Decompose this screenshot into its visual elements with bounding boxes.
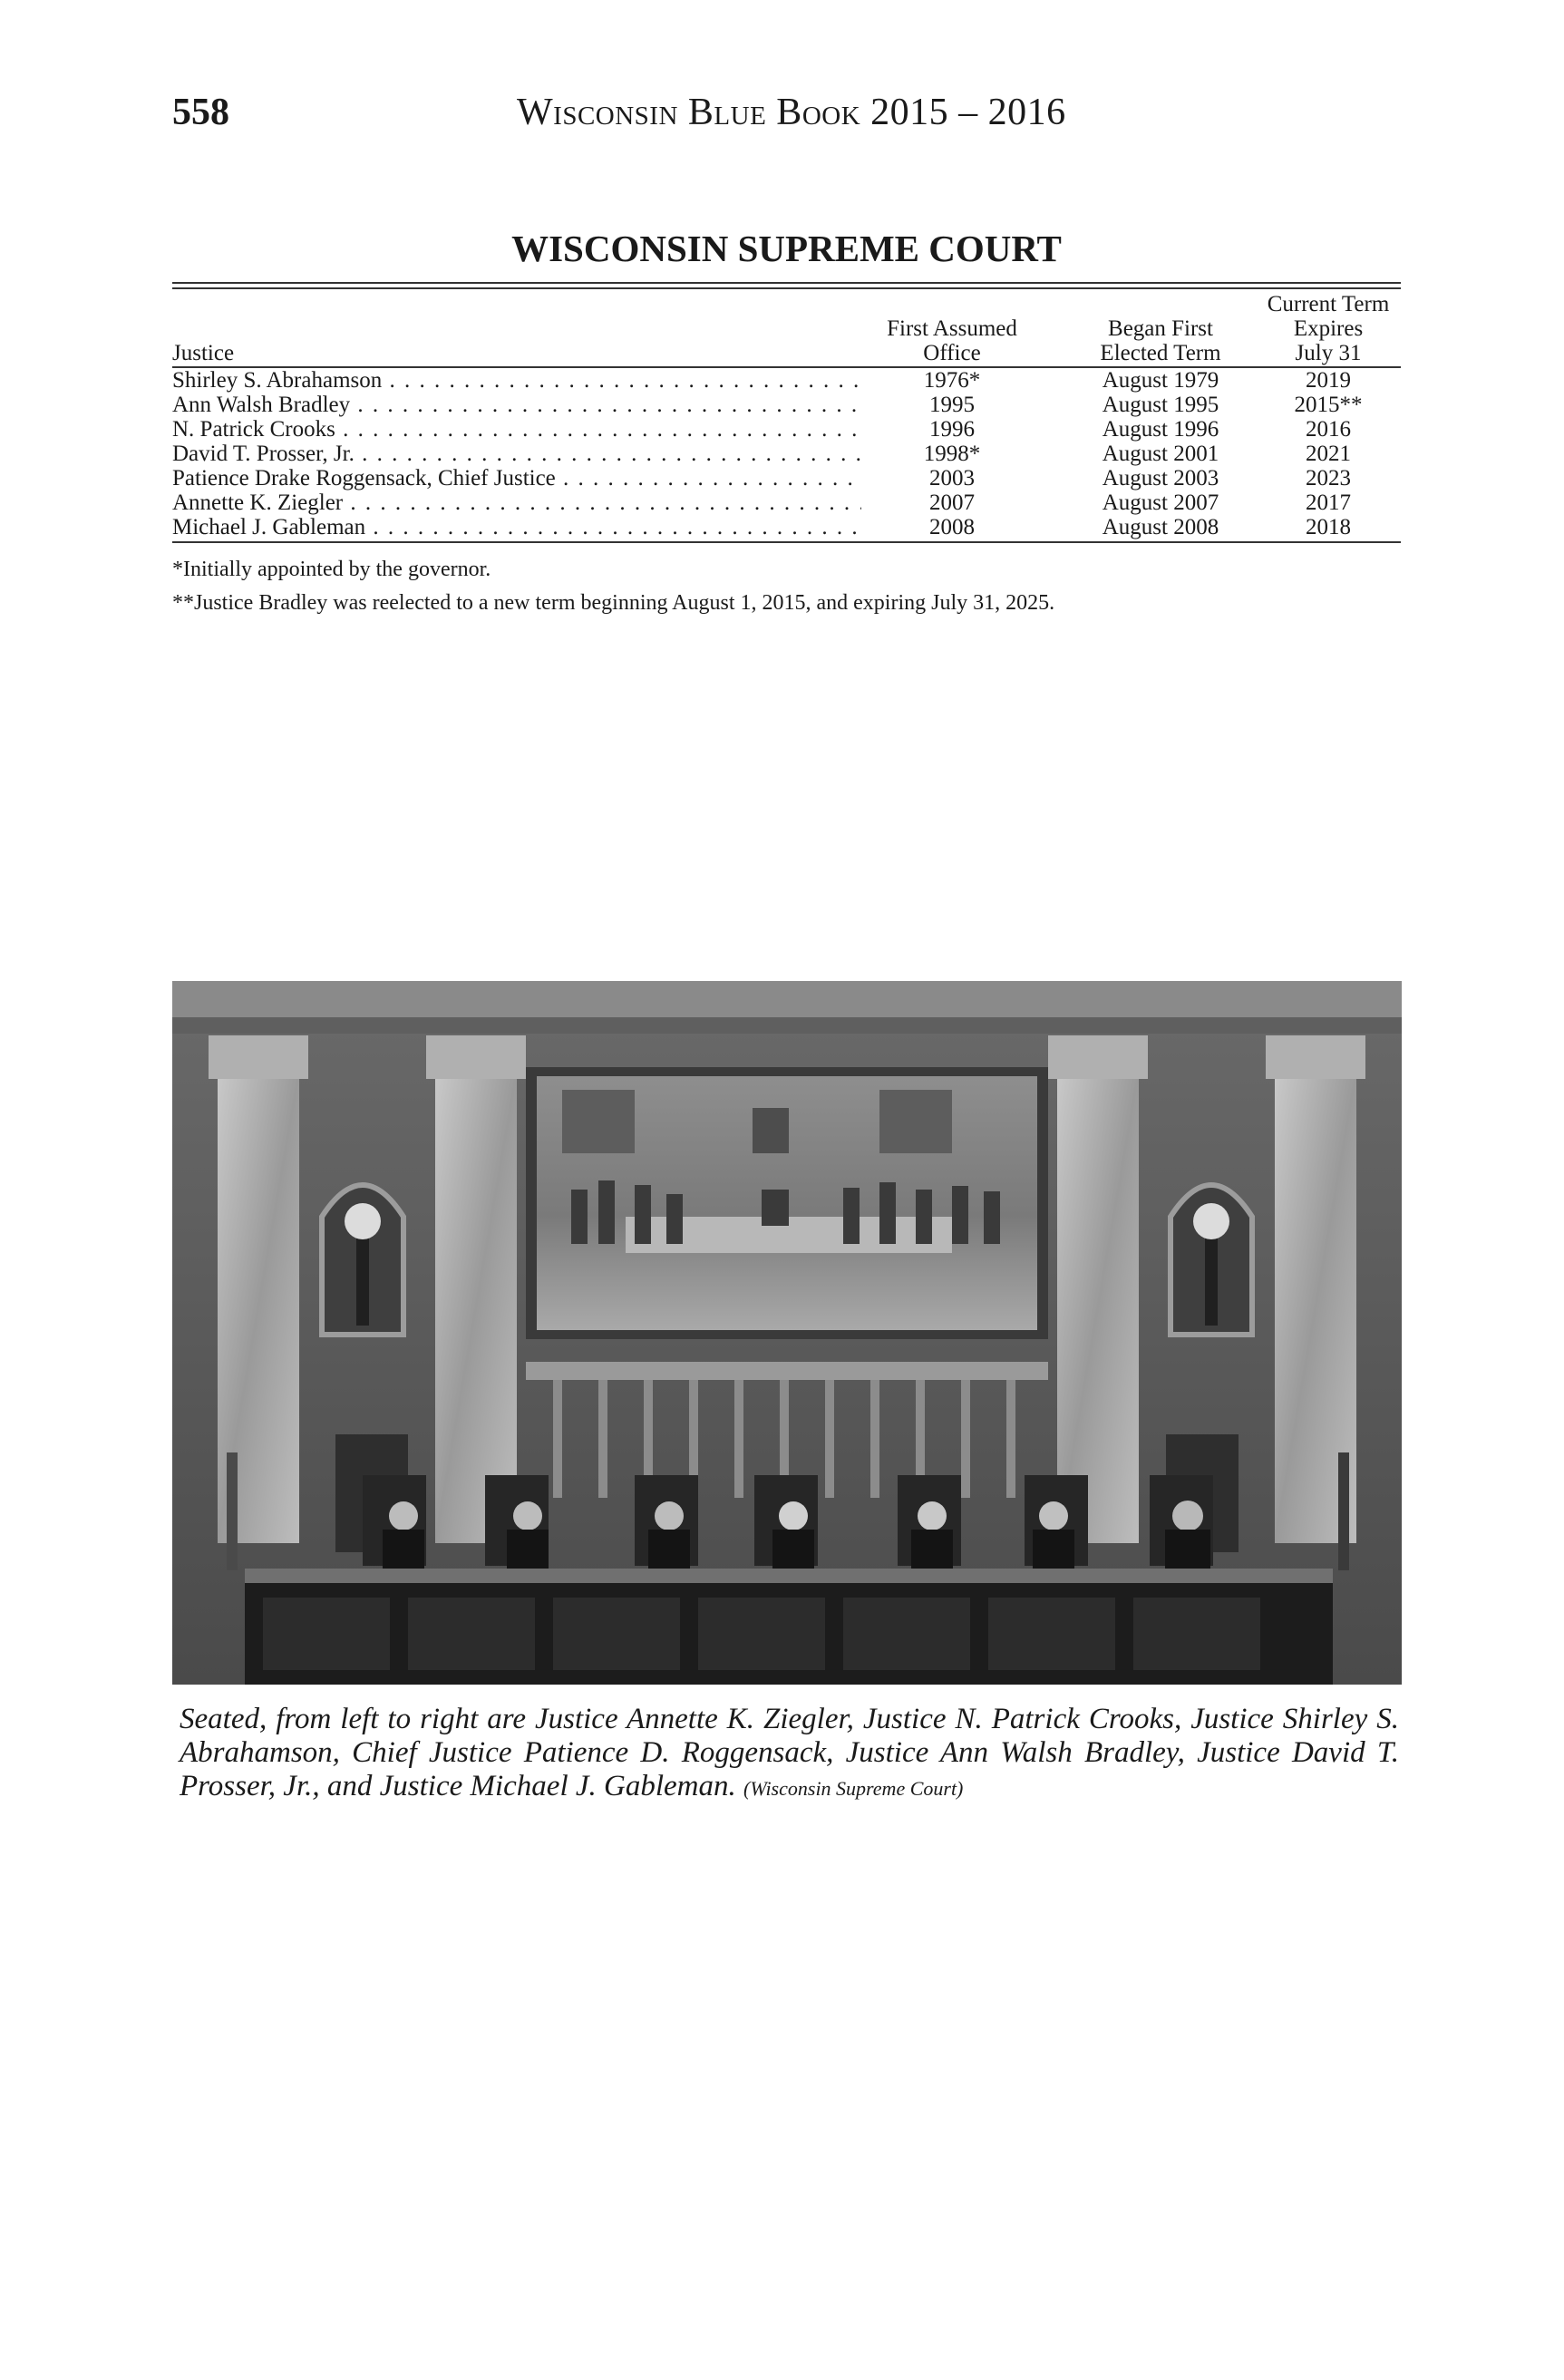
row-first: 1996 bbox=[870, 417, 1034, 442]
row-expires: 2023 bbox=[1306, 466, 1351, 491]
row-name: David T. Prosser, Jr. . . . bbox=[172, 442, 861, 466]
row-expires: 2018 bbox=[1306, 515, 1351, 539]
table-row bbox=[172, 442, 1401, 466]
courtroom-illustration bbox=[172, 981, 1402, 1685]
running-head-ook: ook bbox=[801, 92, 861, 133]
table-row bbox=[172, 393, 1401, 417]
header-term-line1: Current Term bbox=[1267, 292, 1390, 316]
row-name: Michael J. Gableman . . . bbox=[172, 515, 861, 539]
table-row bbox=[172, 368, 1401, 393]
row-first: 1995 bbox=[870, 393, 1034, 417]
header-began-first bbox=[1079, 316, 1242, 365]
row-name: Ann Walsh Bradley . . . bbox=[172, 393, 861, 417]
row-first: 1998* bbox=[870, 442, 1034, 466]
header-current-term bbox=[1251, 292, 1405, 365]
row-expires: 2016 bbox=[1306, 417, 1351, 442]
running-head-b: B bbox=[687, 92, 714, 133]
running-head bbox=[517, 91, 1066, 134]
row-began: August 1995 bbox=[1102, 393, 1219, 417]
row-expires: 2019 bbox=[1306, 368, 1351, 393]
row-began: August 2007 bbox=[1102, 491, 1219, 515]
row-began: August 2001 bbox=[1102, 442, 1219, 466]
row-name: Patience Drake Roggensack, Chief Justice . . . bbox=[172, 466, 861, 491]
table-notes bbox=[172, 553, 1054, 620]
header-first-line2: Office bbox=[923, 341, 981, 365]
row-first: 2007 bbox=[870, 491, 1034, 515]
running-head-isconsin: isconsin bbox=[553, 92, 678, 133]
section-title: WISCONSIN SUPREME COURT bbox=[511, 228, 1062, 269]
row-expires: 2017 bbox=[1306, 491, 1351, 515]
row-expires: 2015** bbox=[1294, 393, 1363, 417]
header-began-line2: Elected Term bbox=[1100, 341, 1221, 365]
header-term-line3: July 31 bbox=[1295, 341, 1362, 365]
row-began: August 1979 bbox=[1102, 368, 1219, 393]
running-head-b2: B bbox=[776, 92, 802, 133]
table-row bbox=[172, 515, 1401, 539]
row-name: Annette K. Ziegler . . . bbox=[172, 491, 861, 515]
table-bottom-rule bbox=[172, 541, 1401, 543]
row-began: August 1996 bbox=[1102, 417, 1219, 442]
header-term-line2: Expires bbox=[1293, 316, 1364, 341]
footnote-appointed: *Initially appointed by the governor. bbox=[172, 558, 491, 581]
row-first: 2003 bbox=[870, 466, 1034, 491]
row-began: August 2003 bbox=[1102, 466, 1219, 491]
table-row bbox=[172, 491, 1401, 515]
running-head-years: 2015 – 2016 bbox=[870, 92, 1066, 133]
row-expires: 2021 bbox=[1306, 442, 1351, 466]
caption-credit: (Wisconsin Supreme Court) bbox=[743, 1777, 964, 1800]
row-first: 1976* bbox=[870, 368, 1034, 393]
table-row bbox=[172, 417, 1401, 442]
running-head-lue: lue bbox=[714, 92, 767, 133]
row-name: Shirley S. Abrahamson . . . bbox=[172, 368, 861, 393]
court-photo bbox=[172, 981, 1402, 1685]
running-head-w: W bbox=[517, 92, 554, 133]
row-first: 2008 bbox=[870, 515, 1034, 539]
header-justice: Justice bbox=[172, 341, 235, 365]
header-first-assumed bbox=[870, 316, 1034, 365]
page-number: 558 bbox=[172, 92, 229, 133]
row-name: N. Patrick Crooks . . . bbox=[172, 417, 861, 442]
table-header bbox=[172, 288, 1401, 365]
photo-caption bbox=[180, 1703, 1399, 1805]
title-rule-top bbox=[172, 282, 1401, 284]
justices-table bbox=[172, 288, 1401, 543]
header-began-line1: Began First bbox=[1108, 316, 1213, 341]
footnote-bradley: **Justice Bradley was reelected to a new term beginning August 1, 2015, and expiring July 31, 2025. bbox=[172, 591, 1055, 615]
header-first-line1: First Assumed bbox=[887, 316, 1017, 341]
caption-text: Seated, from left to right are Justice Annette K. Ziegler, Justice N. Patrick Crooks, Justice Shirley S. Abrahamson, Chief Justice Patience D. Roggensack, Justice Ann Walsh Bradley, Justice David T. Prosser, Jr., and Justice Michael J. Gableman. bbox=[180, 1703, 1399, 1802]
row-began: August 2008 bbox=[1102, 515, 1219, 539]
table-row bbox=[172, 466, 1401, 491]
